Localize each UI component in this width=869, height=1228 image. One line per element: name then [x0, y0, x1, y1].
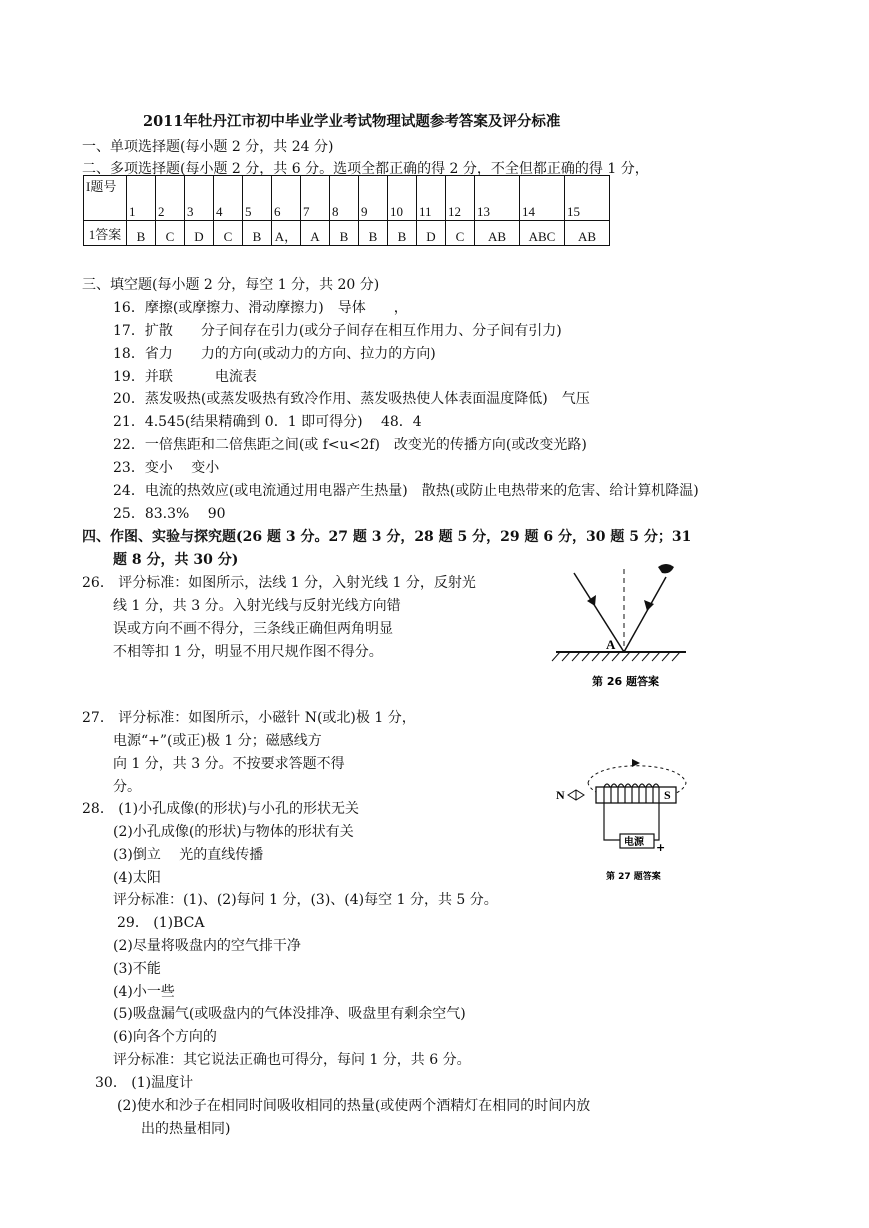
q26-line-4: 不相等扣 1 分，明显不用尺规作图不得分。 [113, 644, 383, 660]
answer-q17: 17．扩散 分子间存在引力(或分子间存在相互作用力、分子间有引力) [113, 323, 562, 339]
section-2-heading: 二、多项选择题(每小题 2 分，共 6 分。选项全都正确的得 2 分，不全但都正确的得 1 分， [82, 161, 649, 177]
table-cell-answer: B [359, 221, 388, 246]
table-cell-number: 11 [417, 176, 446, 221]
table-cell-answer: ABC [520, 221, 565, 246]
table-cell-answer: B [388, 221, 417, 246]
point-a-label: A [606, 637, 616, 652]
reflected-ray [624, 577, 666, 652]
compass-n-label: N [556, 788, 565, 802]
table-cell-number: 13 [475, 176, 520, 221]
solenoid-diagram [548, 752, 698, 887]
reflection-diagram [548, 555, 693, 695]
table-header-number: I题号 [84, 176, 127, 221]
answer-q25: 25．83.3% 90 [113, 506, 226, 522]
power-source-label: 电源 [624, 837, 644, 848]
mirror-hatching [552, 652, 680, 661]
q28-line-3: (3)倒立 光的直线传播 [113, 847, 264, 863]
q27-line-2: 电源“+”(或正)极 1 分；磁感线方 [113, 733, 322, 749]
q29-line-3: (3)不能 [113, 961, 161, 977]
q28-line-2: (2)小孔成像(的形状)与物体的形状有关 [113, 824, 354, 840]
table-cell-number: 12 [446, 176, 475, 221]
answer-q18: 18．省力 力的方向(或动力的方向、拉力的方向) [113, 346, 436, 362]
answer-table [83, 175, 610, 246]
section-4-heading-cont: 题 8 分，共 30 分) [113, 552, 239, 568]
q29-line-5: (5)吸盘漏气(或吸盘内的气体没排净、吸盘里有剩余空气) [113, 1006, 466, 1022]
figure-26-caption: 第 26 题答案 [592, 675, 659, 688]
table-cell-number: 15 [565, 176, 610, 221]
table-cell-number: 2 [156, 176, 185, 221]
table-cell-answer: C [156, 221, 185, 246]
q26-line-1: 26． 评分标准：如图所示，法线 1 分，入射光线 1 分，反射光 [82, 575, 476, 591]
q29-scoring: 评分标准：其它说法正确也可得分，每问 1 分，共 6 分。 [113, 1052, 471, 1068]
q28-scoring: 评分标准：(1)、(2)每问 1 分，(3)、(4)每空 1 分，共 5 分。 [113, 892, 498, 908]
table-cell-answer: B [127, 221, 156, 246]
table-cell-answer: D [417, 221, 446, 246]
q26-line-2: 线 1 分，共 3 分。入射光线与反射光线方向错 [113, 598, 401, 614]
q30-line-2: (2)使水和沙子在相同时间吸收相同的热量(或使两个酒精灯在相同的时间内放 [117, 1098, 591, 1114]
q27-line-4: 分。 [113, 779, 141, 795]
answer-q24: 24．电流的热效应(或电流通过用电器产生热量) 散热(或防止电热带来的危害、给计算机降温) [113, 483, 699, 499]
section-1-heading: 一、单项选择题(每小题 2 分，共 24 分) [82, 139, 334, 155]
section-4-heading: 四、作图、实验与探究题(26 题 3 分。27 题 3 分，28 题 5 分，29 题 6 分，30 题 5 分；31 [82, 529, 692, 545]
table-cell-number: 10 [388, 176, 417, 221]
power-plus-label: + [656, 841, 666, 854]
eye-icon [658, 564, 674, 573]
answer-q16: 16．摩擦(或摩擦力、滑动摩擦力) 导体 ， [113, 300, 408, 316]
table-cell-answer: AB [565, 221, 610, 246]
table-cell-number: 8 [330, 176, 359, 221]
table-cell-answer: A [301, 221, 330, 246]
answer-q19: 19．并联 电流表 [113, 369, 257, 385]
q29-line-1: 29． (1)BCA [117, 915, 205, 931]
table-cell-answer: D [185, 221, 214, 246]
table-cell-number: 7 [301, 176, 330, 221]
solenoid-s-label: S [664, 788, 671, 802]
q30-line-1: 30． (1)温度计 [95, 1075, 194, 1091]
table-cell-answer: B [243, 221, 272, 246]
incident-ray [574, 573, 624, 652]
table-header-answer: 1答案 [84, 221, 127, 246]
q28-line-4: (4)太阳 [113, 870, 161, 886]
q29-line-2: (2)尽量将吸盘内的空气排干净 [113, 938, 301, 954]
q29-line-4: (4)小一些 [113, 984, 175, 1000]
table-cell-number: 9 [359, 176, 388, 221]
table-cell-answer: A， [272, 221, 301, 246]
q27-line-1: 27． 评分标准：如图所示，小磁针 N(或北)极 1 分， [82, 710, 416, 726]
answer-q21: 21．4.545(结果精确到 0．1 即可得分) 48．4 [113, 414, 422, 430]
answer-q23: 23．变小 变小 [113, 460, 220, 476]
q27-line-3: 向 1 分，共 3 分。不按要求答题不得 [113, 756, 345, 772]
q26-line-3: 误或方向不画不得分，三条线正确但两角明显 [113, 621, 393, 637]
answer-q20: 20．蒸发吸热(或蒸发吸热有致冷作用、蒸发吸热使人体表面温度降低) 气压 [113, 391, 590, 407]
figure-27-caption: 第 27 题答案 [606, 872, 661, 882]
answer-q22: 22．一倍焦距和二倍焦距之间(或 f<u<2f) 改变光的传播方向(或改变光路) [113, 437, 587, 453]
table-cell-number: 6 [272, 176, 301, 221]
table-cell-answer: C [446, 221, 475, 246]
table-cell-number: 3 [185, 176, 214, 221]
q30-line-3: 出的热量相同) [141, 1121, 231, 1137]
section-3-heading: 三、填空题(每小题 2 分，每空 1 分，共 20 分) [82, 277, 380, 293]
page-title: 2011年牡丹江市初中毕业学业考试物理试题参考答案及评分标准 [143, 113, 561, 130]
table-cell-answer: C [214, 221, 243, 246]
table-row-numbers [84, 176, 610, 221]
q29-line-6: (6)向各个方向的 [113, 1029, 217, 1045]
table-cell-number: 5 [243, 176, 272, 221]
table-cell-answer: AB [475, 221, 520, 246]
q28-line-1: 28． (1)小孔成像(的形状)与小孔的形状无关 [82, 801, 360, 817]
table-cell-answer: B [330, 221, 359, 246]
table-cell-number: 4 [214, 176, 243, 221]
table-cell-number: 1 [127, 176, 156, 221]
table-cell-number: 14 [520, 176, 565, 221]
table-row-answers [84, 221, 610, 246]
